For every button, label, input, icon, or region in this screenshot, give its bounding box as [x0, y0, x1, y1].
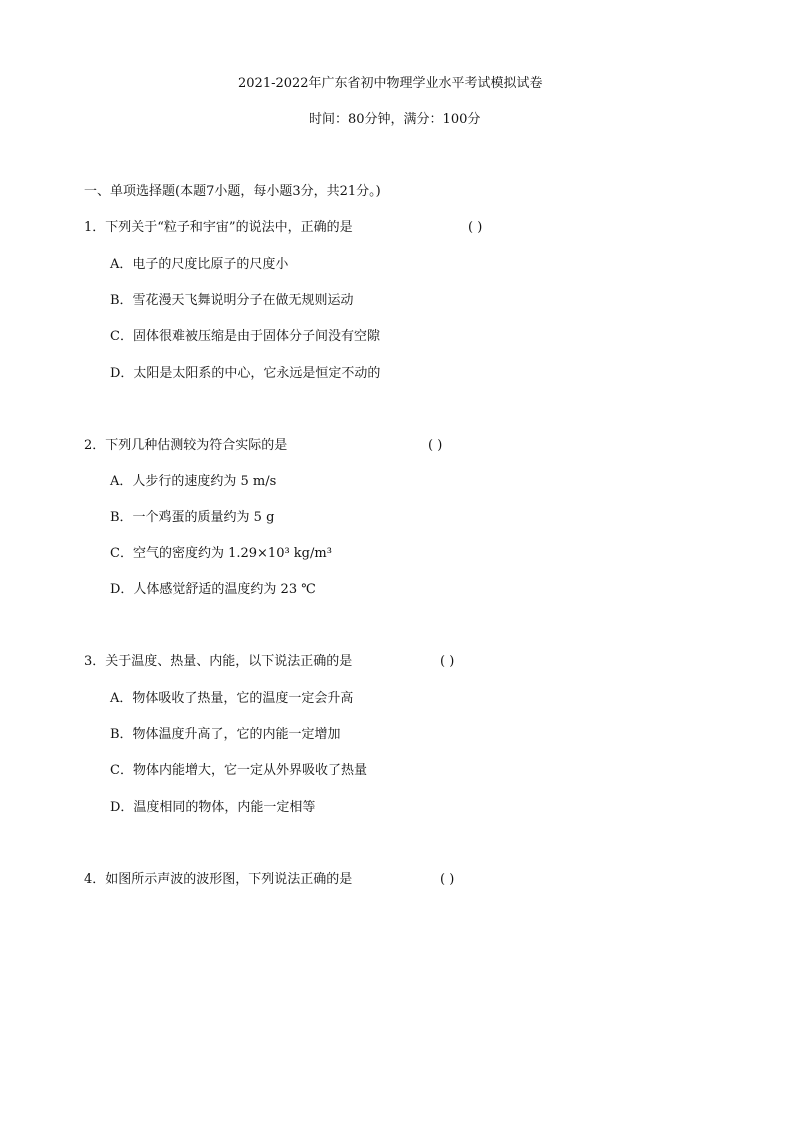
exam-time-and-score: 时间：80分钟，满分：100分	[309, 112, 481, 127]
question-1-answer-parentheses: ( )	[468, 220, 483, 235]
question-1-option-a: A．电子的尺度比原子的尺度小	[110, 257, 289, 272]
question-1-option-d: D．太阳是太阳系的中心，它永远是恒定不动的	[110, 366, 381, 381]
question-2-answer-parentheses: ( )	[428, 438, 443, 453]
question-2-option-d: D．人体感觉舒适的温度约为 23 ℃	[110, 582, 316, 597]
section-heading: 一、单项选择题(本题7小题，每小题3分，共21分。)	[84, 184, 381, 199]
question-3-option-d: D．温度相同的物体，内能一定相等	[110, 800, 316, 815]
question-4-stem: 4．如图所示声波的波形图，下列说法正确的是	[84, 872, 353, 887]
question-3-option-b: B．物体温度升高了，它的内能一定增加	[110, 727, 341, 742]
question-2-option-c: C．空气的密度约为 1.29×10³ kg/m³	[110, 546, 332, 561]
question-1-option-c: C．固体很难被压缩是由于固体分子间没有空隙	[110, 329, 380, 344]
question-1-option-b: B．雪花漫天飞舞说明分子在做无规则运动	[110, 293, 354, 308]
question-3-stem: 3．关于温度、热量、内能，以下说法正确的是	[84, 654, 353, 669]
question-3-answer-parentheses: ( )	[440, 654, 455, 669]
question-3-option-c: C．物体内能增大，它一定从外界吸收了热量	[110, 763, 367, 778]
question-4-answer-parentheses: ( )	[440, 872, 455, 887]
question-2-stem: 2．下列几种估测较为符合实际的是	[84, 438, 288, 453]
page-title: 2021-2022年广东省初中物理学业水平考试模拟试卷	[238, 76, 543, 91]
question-2-option-a: A．人步行的速度约为 5 m/s	[110, 474, 277, 489]
question-2-option-b: B．一个鸡蛋的质量约为 5 g	[110, 510, 275, 525]
question-3-option-a: A．物体吸收了热量，它的温度一定会升高	[110, 691, 354, 706]
question-1-stem: 1．下列关于“粒子和宇宙”的说法中，正确的是	[84, 220, 353, 235]
